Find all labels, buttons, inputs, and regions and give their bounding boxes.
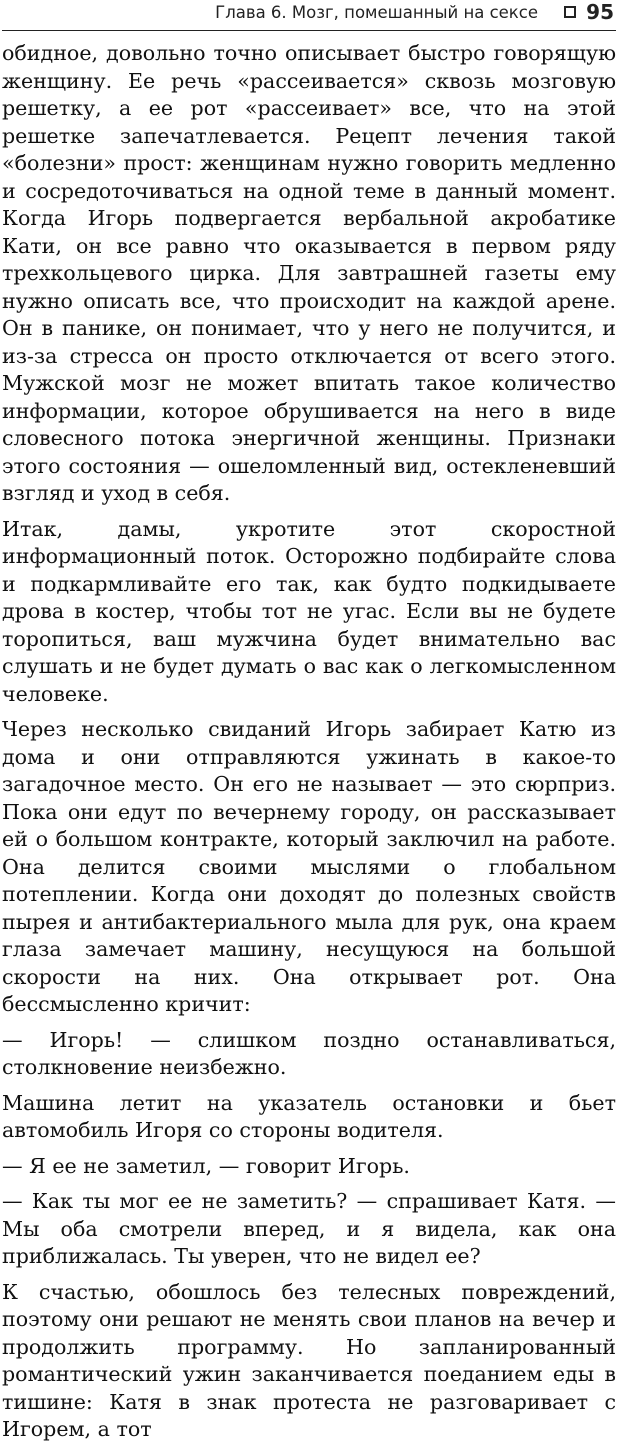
- paragraph: — Как ты мог ее не заметить? — спрашивает Катя. — Мы оба смотрели вперед, и я видела, как она приближалась. Ты уверен, что не видел ее?: [2, 1189, 616, 1268]
- chapter-title: Глава 6. Мозг, помешанный на сексе: [215, 3, 538, 22]
- paragraph: Через несколько свиданий Игорь забирает Катю из дома и они отправляются ужинать в какое-то загадочное место. Он его не называет — это сюрприз. Пока они едут по вечернему городу, он рассказывает ей о большом контракте, который заключил на работе. Она делится своими мыслями о глобальном потеплении. Когда они доходят до полезных свойств пырея и антибактериального мыла для рук, она краем глаза замечает машину, несущуюся на большой скорости на них. Она открывает рот. Она бессмысленно кричит:: [2, 717, 616, 1016]
- paragraph: К счастью, обошлось без телесных повреждений, поэтому они решают не менять свои планов на вечер и продолжить программу. Но запланированный романтический ужин заканчивается поеданием еды в тишине: Катя в знак протеста не разговаривает с Игорем, а тот: [2, 1279, 616, 1441]
- square-bullet-icon: [564, 6, 576, 18]
- page-number: 95: [586, 0, 614, 24]
- running-header: [2, 0, 616, 31]
- paragraph: обидное, довольно точно описывает быстро говорящую женщину. Ее речь «рассеивается» сквозь мозговую решетку, а ее рот «рассеивает» все, что на этой решетке запечатлевается. Рецепт лечения такой «болезни» прост: женщинам нужно говорить медленно и сосредоточиваться на одной теме в данный момент. Когда Игорь подвергается вербальной акробатике Кати, он все равно что оказывается в первом ряду трехкольцевого цирка. Для завтрашней газеты ему нужно описать все, что происходит на каждой арене. Он в панике, он понимает, что у него не получится, и из-за стресса он просто отключается от всего этого. Мужской мозг не может впитать такое количество информации, которое обрушивается на него в виде словесного потока энергичной женщины. Признаки этого состояния — ошеломленный вид, остекленевший взгляд и уход в себя.: [2, 41, 616, 505]
- body-text: [2, 40, 616, 1444]
- paragraph: Машина летит на указатель остановки и бьет автомобиль Игоря со стороны водителя.: [2, 1090, 616, 1142]
- paragraph: Итак, дамы, укротите этот скоростной информационный поток. Осторожно подбирайте слова и подкармливайте его так, как будто подкидываете дрова в костер, чтобы тот не угас. Если вы не будете торопиться, ваш мужчина будет внимательно вас слушать и не будет думать о вас как о легкомысленном человеке.: [2, 516, 616, 706]
- paragraph: — Игорь! — слишком поздно останавливаться, столкновение неизбежно.: [2, 1027, 616, 1079]
- paragraph: — Я ее не заметил, — говорит Игорь.: [2, 1153, 410, 1178]
